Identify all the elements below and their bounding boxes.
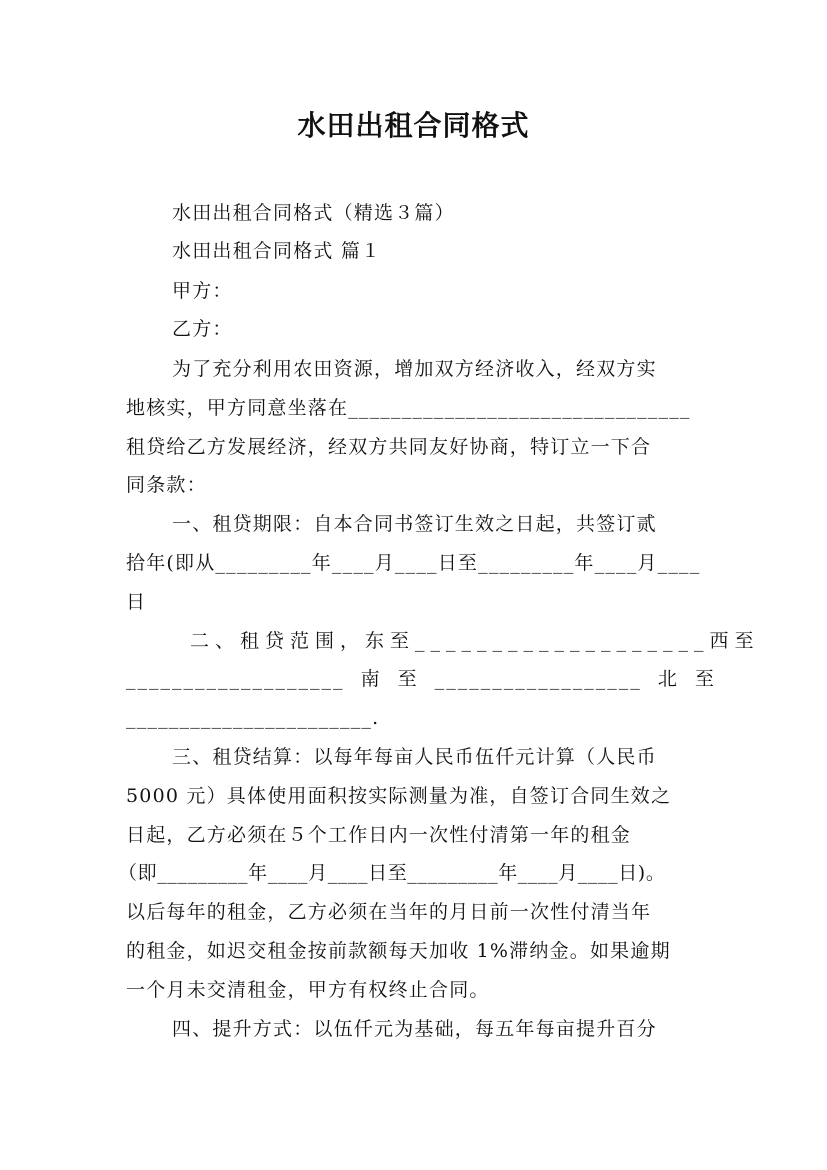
paragraph-line: 租贷给乙方发展经济，经双方共同友好协商，特订立一下合 <box>126 436 652 458</box>
party-a-line: 甲方： <box>172 280 233 302</box>
clause-line: ___________________ 南 至 __________________ 北 至 <box>126 668 716 690</box>
clause-line: 二、租贷范围，东至___________________西至 <box>190 630 760 652</box>
clause-line: 一、租贷期限：自本合同书签订生效之日起，共签订贰 <box>172 513 657 535</box>
clause-line: 以后每年的租金，乙方必须在当年的月日前一次性付清当年 <box>126 901 652 923</box>
section-heading: 水田出租合同格式 篇１ <box>172 240 382 262</box>
subtitle-line: 水田出租合同格式（精选３篇） <box>172 202 455 224</box>
clause-line: 四、提升方式：以伍仟元为基础，每五年每亩提升百分 <box>172 1018 657 1040</box>
clause-line: 三、租贷结算：以每年每亩人民币伍仟元计算（人民币 <box>172 746 657 768</box>
clause-line: _______________________. <box>126 707 380 729</box>
clause-line: 拾年(即从_________年____月____日至_________年____月____ <box>126 552 701 574</box>
paragraph-line: 为了充分利用农田资源，增加双方经济收入，经双方实 <box>172 358 657 380</box>
clause-line: 的租金，如迟交租金按前款额每天加收 1%滞纳金。如果逾期 <box>126 940 671 962</box>
paragraph-line: 地核实，甲方同意坐落在________________________________ <box>126 397 691 419</box>
clause-line: （即_________年____月____日至_________年____月____日)。 <box>118 862 666 884</box>
page-title: 水田出租合同格式 <box>297 109 530 142</box>
clause-line: 一个月未交清租金，甲方有权终止合同。 <box>126 979 490 1001</box>
paragraph-line: 同条款： <box>126 474 207 496</box>
clause-line: 5000 元）具体使用面积按实际测量为准，自签订合同生效之 <box>126 785 672 807</box>
party-b-line: 乙方： <box>172 318 233 340</box>
clause-line: 日 <box>126 591 147 613</box>
clause-line: 日起，乙方必须在５个工作日内一次性付清第一年的租金 <box>126 824 632 846</box>
